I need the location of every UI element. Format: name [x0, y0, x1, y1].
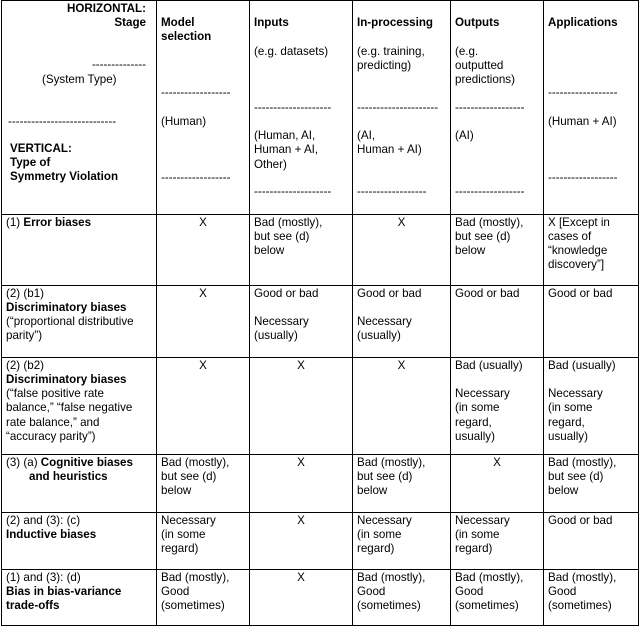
- row-title: Bias in bias-variance trade-offs: [6, 585, 122, 613]
- header-outputs: [451, 1, 544, 215]
- row-title: Cognitive biases: [40, 455, 133, 469]
- cell-inputs: Bad (mostly), but see (d) below: [250, 214, 353, 285]
- symmetry-violation-label: Symmetry Violation: [10, 170, 119, 184]
- table-row-discriminatory-b1: [2, 285, 639, 357]
- column-system-type: (AI): [455, 129, 474, 143]
- column-system-type: (AI, Human + AI): [357, 129, 422, 157]
- bias-taxonomy-table: [1, 0, 639, 626]
- system-type-label: (System Type): [42, 72, 117, 86]
- header-row: [2, 1, 639, 215]
- column-dashes: ------------------: [455, 100, 525, 114]
- header-applications: [544, 1, 639, 215]
- cell-model-selection: Bad (mostly), Good (sometimes): [157, 569, 250, 625]
- cell-outputs: Bad (mostly), Good (sometimes): [451, 569, 544, 625]
- row-subtitle: (“false positive rate balance,” “false negative rate balance,” and “accuracy parity”): [6, 387, 133, 443]
- row-title: Discriminatory biases: [6, 301, 127, 315]
- column-dashes: --------------------: [254, 100, 332, 114]
- row-subtitle: (“proportional distributive parity”): [6, 315, 134, 343]
- row-prefix: (3) (a): [6, 455, 41, 469]
- row-title: Discriminatory biases: [6, 373, 127, 387]
- cell-outputs: Necessary (in some regard): [451, 512, 544, 569]
- cell-outputs: Bad (usually) Necessary (in some regard, usually): [451, 357, 544, 454]
- column-subtitle: (e.g. outputted predictions): [455, 44, 515, 87]
- horizontal-label: HORIZONTAL:: [67, 2, 146, 15]
- table-row-discriminatory-b2: [2, 357, 639, 454]
- type-of-label: Type of: [10, 156, 51, 170]
- cell-in-processing: Bad (mostly), Good (sometimes): [353, 569, 451, 625]
- cell-in-processing: X: [353, 357, 451, 454]
- cell-in-processing: X: [353, 214, 451, 285]
- cell-model-selection: X: [157, 285, 250, 357]
- cell-in-processing: Necessary (in some regard): [353, 512, 451, 569]
- row-prefix: (1): [6, 215, 24, 229]
- row-title: Error biases: [23, 215, 92, 229]
- header-model-selection: [157, 1, 250, 215]
- row-prefix: (2) and (3): (c): [6, 513, 81, 527]
- row-label: [2, 512, 157, 569]
- header-in-processing: [353, 1, 451, 215]
- column-title: Inputs: [254, 16, 289, 30]
- column-dashes-2: ------------------: [548, 171, 618, 185]
- header-inputs: [250, 1, 353, 215]
- row-label: [2, 454, 157, 512]
- row-prefix: (2) (b1): [6, 286, 45, 300]
- cell-inputs: X: [250, 512, 353, 569]
- column-system-type: (Human + AI): [548, 114, 617, 128]
- column-dashes: ------------------: [548, 86, 618, 100]
- column-title: Model selection: [161, 16, 212, 44]
- column-system-type: (Human): [161, 114, 207, 128]
- table-row-bias-variance: [2, 569, 639, 625]
- column-dashes-2: --------------------: [254, 185, 332, 199]
- column-subtitle: (e.g. training, predicting): [357, 44, 425, 72]
- table-row-cognitive-biases: [2, 454, 639, 512]
- row-label: [2, 357, 157, 454]
- cell-applications: Bad (usually) Necessary (in some regard, usually): [544, 357, 639, 454]
- column-dashes-2: ------------------: [161, 171, 231, 185]
- column-title: Outputs: [455, 16, 500, 30]
- column-system-type: (Human, AI, Human + AI, Other): [254, 129, 319, 171]
- column-dashes-2: ------------------: [357, 185, 427, 199]
- cell-inputs: X: [250, 454, 353, 512]
- cell-outputs: Good or bad: [451, 285, 544, 357]
- row-title-continued: and heuristics: [29, 470, 108, 484]
- row-label: [2, 569, 157, 625]
- header-dashes-2: ----------------------------: [8, 114, 117, 128]
- cell-model-selection: X: [157, 357, 250, 454]
- cell-applications: Good or bad: [544, 512, 639, 569]
- cell-model-selection: X: [157, 214, 250, 285]
- header-stage-cell: [2, 1, 157, 215]
- vertical-label: VERTICAL:: [10, 142, 72, 156]
- cell-outputs: X: [451, 454, 544, 512]
- cell-in-processing: Good or bad Necessary (usually): [353, 285, 451, 357]
- row-prefix: (2) (b2): [6, 358, 45, 372]
- cell-model-selection: Bad (mostly), but see (d) below: [157, 454, 250, 512]
- cell-inputs: Good or bad Necessary (usually): [250, 285, 353, 357]
- header-dashes: --------------: [91, 58, 146, 72]
- stage-label: Stage: [114, 16, 146, 30]
- table-row-error-biases: [2, 214, 639, 285]
- row-label: [2, 285, 157, 357]
- cell-applications: Bad (mostly), Good (sometimes): [544, 569, 639, 625]
- cell-inputs: X: [250, 357, 353, 454]
- cell-inputs: X: [250, 569, 353, 625]
- cell-outputs: Bad (mostly), but see (d) below: [451, 214, 544, 285]
- column-title: In-processing: [357, 16, 434, 30]
- column-dashes: ---------------------: [357, 100, 439, 114]
- cell-in-processing: Bad (mostly), but see (d) below: [353, 454, 451, 512]
- column-dashes-2: ------------------: [455, 185, 525, 199]
- table-row-inductive-biases: [2, 512, 639, 569]
- row-label: [2, 214, 157, 285]
- column-subtitle: (e.g. datasets): [254, 44, 329, 58]
- cell-model-selection: Necessary (in some regard): [157, 512, 250, 569]
- row-prefix: (1) and (3): (d): [6, 570, 81, 584]
- column-title: Applications: [548, 16, 618, 30]
- cell-applications: Good or bad: [544, 285, 639, 357]
- cell-applications: X [Except in cases of “knowledge discovery”]: [544, 214, 639, 285]
- row-title: Inductive biases: [6, 528, 97, 542]
- column-dashes: ------------------: [161, 86, 231, 100]
- cell-applications: Bad (mostly), but see (d) below: [544, 454, 639, 512]
